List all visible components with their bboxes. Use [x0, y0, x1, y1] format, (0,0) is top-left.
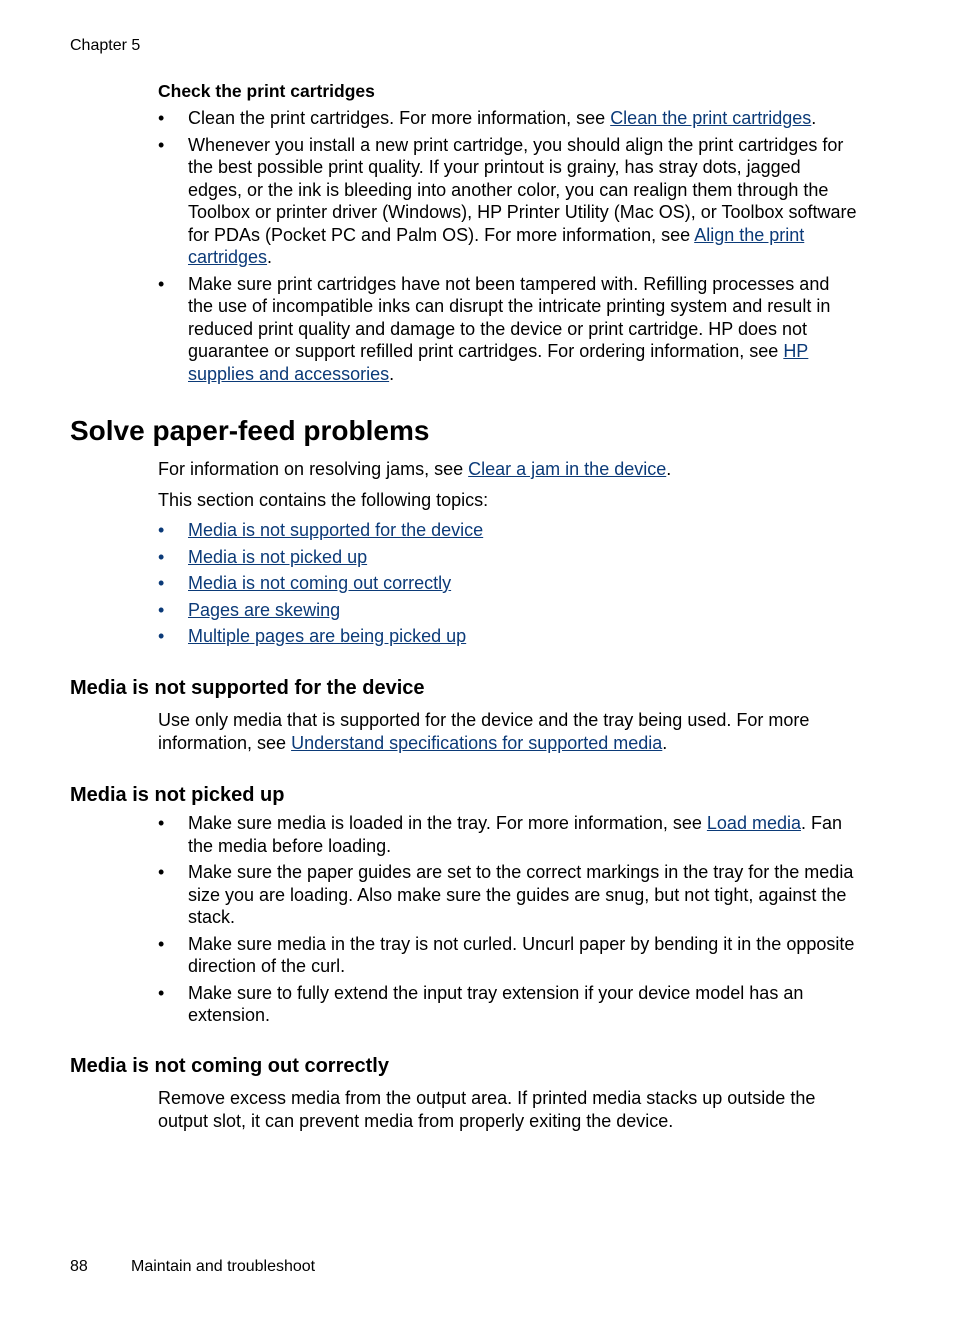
list-item [158, 625, 858, 648]
topic-link-coming-out[interactable]: Media is not coming out correctly [188, 573, 452, 593]
list-item: • Make sure the paper guides are set to the correct markings in the tray for the media size you are loading. Also make sure the guides are snug, but not tight, against the stack. [158, 861, 858, 929]
topics-list [158, 519, 858, 648]
unsupported-paragraph: Use only media that is supported for the device and the tray being used. For more information, see Understand specifications for supported media. [158, 710, 810, 753]
page-title: Solve paper-feed problems [70, 415, 430, 446]
topic-link-skewing[interactable]: Pages are skewing [188, 599, 341, 620]
list-item: • Make sure media is loaded in the tray. For more information, see Load media. Fan the media before loading. [158, 812, 858, 857]
coming-out-paragraph: Remove excess media from the output area. If printed media stacks up outside the output slot, it can prevent media from properly exiting the device. [158, 1088, 816, 1131]
picked-up-heading: Media is not picked up [70, 784, 285, 806]
unsupported-heading: Media is not supported for the device [70, 677, 425, 699]
picked-up-list [158, 812, 858, 1027]
jams-paragraph: For information on resolving jams, see Clear a jam in the device. [158, 459, 672, 479]
topics-intro: This section contains the following topics: [158, 490, 489, 510]
clean-cartridges-link[interactable]: Clean the print cartridges [610, 108, 812, 128]
topic-link-multiple[interactable]: Multiple pages are being picked up [188, 626, 467, 646]
list-item: • Make sure print cartridges have not been tampered with. Refilling processes and the use of incompatible inks can disrupt the intricate printing system and result in reduced print quality and damage to the device or print cartridge. HP does not guarantee or support refilled print cartridges. For ordering information, see HP supplies and accessories. [158, 273, 858, 386]
align-cartridges-link[interactable]: Align the print cartridges [188, 224, 805, 267]
list-item: • Whenever you install a new print cartridge, you should align the print cartridges for the best possible print quality. If your printout is grainy, has stray dots, jagged edges, or the ink is bleeding into another color, you can realign them through the Toolbox or printer driver (Windows), HP Printer Utility (Mac OS), or Toolbox software for PDAs (Pocket PC and Palm OS). For more information, see Align the print cartridges. [158, 134, 858, 269]
coming-out-heading: Media is not coming out correctly [70, 1055, 389, 1077]
list-item [158, 546, 858, 569]
page-number: 88 [70, 1258, 88, 1275]
list-item: • Make sure to fully extend the input tray extension if your device model has an extension. [158, 982, 858, 1027]
cartridges-list-block [158, 107, 858, 385]
picked-up-block [158, 812, 858, 1027]
check-cartridges-heading: Check the print cartridges [158, 81, 375, 101]
media-specs-link[interactable]: Understand specifications for supported media [291, 732, 663, 753]
topics-block [158, 519, 858, 648]
topic-link-unsupported[interactable]: Media is not supported for the device [188, 520, 484, 540]
topic-link-not-picked[interactable]: Media is not picked up [188, 546, 368, 567]
load-media-link[interactable]: Load media [706, 813, 801, 833]
list-item [158, 519, 858, 542]
page-footer [70, 1258, 316, 1276]
footer-title: Maintain and troubleshoot [131, 1258, 316, 1275]
list-item: • Make sure media in the tray is not curled. Uncurl paper by bending it in the opposite direction of the curl. [158, 933, 858, 978]
list-item [158, 572, 858, 595]
cartridges-list [158, 107, 858, 385]
clear-jam-link[interactable]: Clear a jam in the device [468, 459, 667, 479]
chapter-label: Chapter 5 [70, 37, 141, 54]
list-item [158, 599, 858, 622]
hp-supplies-link[interactable]: HP supplies and accessories [188, 341, 809, 384]
list-item: • Clean the print cartridges. For more information, see Clean the print cartridges. [158, 107, 858, 130]
